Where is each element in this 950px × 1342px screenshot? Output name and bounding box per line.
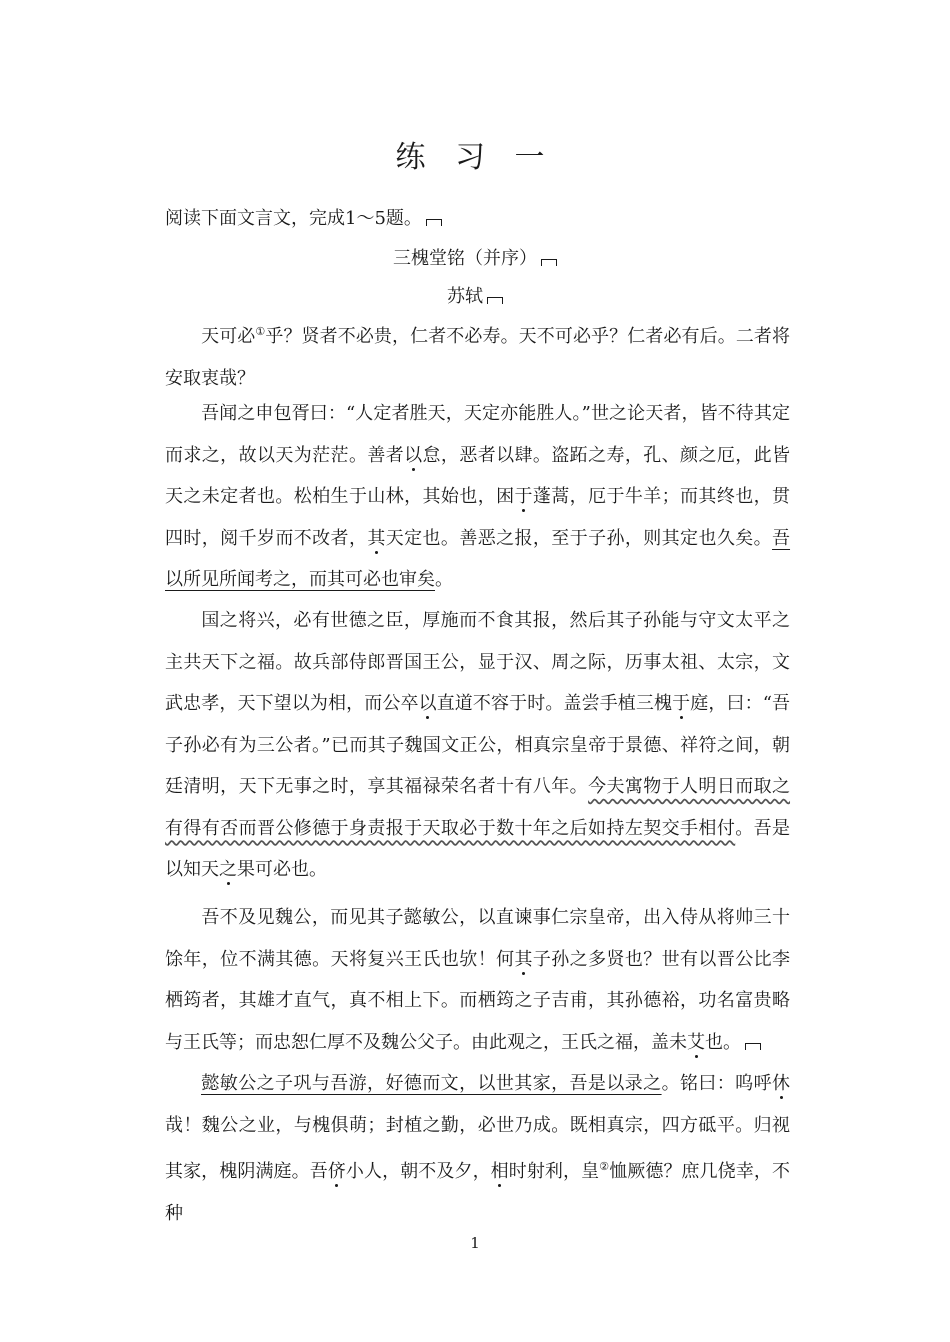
dotted-char: 于 [672,693,691,714]
underlined-sentence: 懿敏公之子巩与吾游，好德而文，以世其家，吾是以录之 [201,1073,662,1094]
dotted-char: 相 [490,1161,509,1182]
page-title: 练 习 一 [395,140,555,175]
footnote-marker: ② [599,1160,610,1173]
author-line [0,282,950,312]
dotted-char: 艾 [687,1031,705,1053]
paragraph-2: 吾闻之申包胥曰：“人定者胜天，天定亦能胜人。”世之论天者，皆不待其定而求之，故以天为茫茫。善者以怠，恶者以肆。盗跖之寿，孔、颜之厄，此皆天之未定者也。松柏生于山林，其始也，困于蓬蒿，厄于牛羊；而其终也，贯四时，阅千岁而不改者，其天定也。善恶之报，至于子孙，则其定也久矣。吾以所见所闻考之，而其可必也审矣。 [165,403,791,590]
paragraph-4: 吾不及见魏公，而见其子懿敏公，以直谏事仁宗皇帝，出入侍从将帅三十馀年，位不满其德。天将复兴王氏也欤！何其子孙之多贤也？世有以晋公比李栖筠者，其雄才直气，真不相上下。而栖筠之子吉甫，其孙德裕，功名富贵略与王氏等；而忠恕仁厚不及魏公父子。由此观之，王氏之福，盖未艾也。 [165,907,791,1053]
essay-title-line [0,244,950,274]
essay-author: 苏轼 [447,286,483,307]
edit-mark-icon [745,1043,761,1050]
underlined-sentence: 吾以所见所闻考之，而其可必也审矣 [165,527,791,590]
instruction-line [165,204,790,234]
paragraph-3: 国之将兴，必有世德之臣，厚施而不食其报，然后其子孙能与守文太平之主共天下之福。故兵部侍郎晋国王公，显于汉、周之际，历事太祖、太宗，文武忠孝，天下望以为相，而公卒以直道不容于时。盖尝手植三槐于庭，曰：“吾子孙必有为三公者。”已而其子魏国文正公，相真宗皇帝于景德、祥符之间，朝廷清明，天下无事之时，享其福禄荣名者十有八年。今夫寓物于人明日而取之有得有否而晋公修德于身责报于天取必于数十年之后如持左契交手相付。吾是以知天之果可必也。 [165,610,791,880]
edit-mark-icon [487,297,503,304]
wavy-underlined-passage: 今夫寓物于人明日而取之有得有否而晋公修德于身责报于天取必于数十年之后如持左契交手相付 [165,776,791,839]
instruction-text: 阅读下面文言文，完成1～5题。 [165,208,422,229]
dotted-char: 休 [772,1073,790,1094]
dotted-char: 以 [418,693,437,714]
paragraph-1: 天可必①乎？贤者不必贵，仁者不必寿。天不可必乎？仁者必有后。二者将安取衷哉？ [165,325,791,389]
edit-mark-icon [426,219,442,226]
dotted-char: 其 [367,527,386,549]
dotted-char: 其 [514,948,533,970]
footnote-marker: ① [255,325,266,338]
dotted-char: 于 [514,486,533,507]
paragraph-5: 懿敏公之子巩与吾游，好德而文，以世其家，吾是以录之。铭曰：呜呼休哉！魏公之业，与槐俱萌；封植之勤，必世乃成。既相真宗，四方砥平。归视其家，槐阴满庭。吾侪小人，朝不及夕，相时射利，皇②恤厥德？庶几侥幸，不种 [165,1073,791,1224]
dotted-char: 之 [219,859,237,880]
essay-title: 三槐堂铭（并序） [393,248,537,269]
dotted-char: 侪 [327,1161,346,1182]
dotted-char: 以 [404,444,423,466]
page-number: 1 [470,1234,480,1252]
edit-mark-icon [541,259,557,266]
